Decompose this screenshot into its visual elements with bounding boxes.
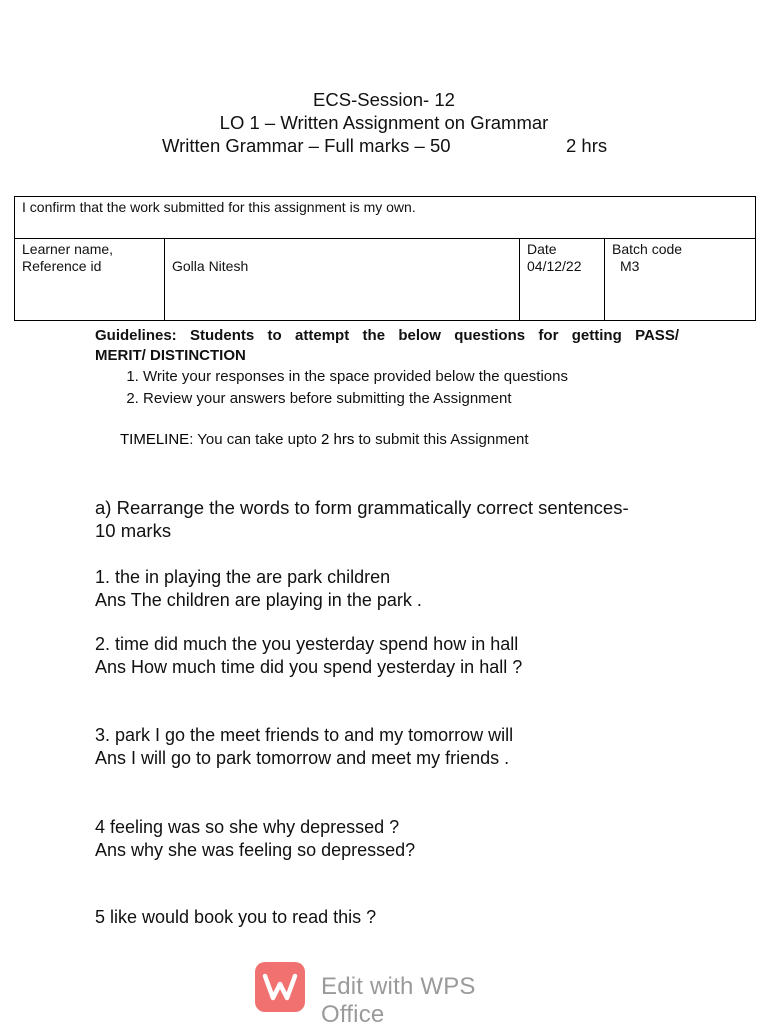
session-title: ECS-Session- 12 — [313, 89, 455, 110]
date-label: Date — [527, 241, 557, 257]
guidelines-lead-cont: MERIT/ DISTINCTION — [95, 347, 246, 364]
answer-text: Ans I will go to park tomorrow and meet my friends . — [95, 747, 510, 768]
guideline-item: 2. Review your answers before submitting the Assignment — [143, 388, 679, 410]
learner-label-cell — [15, 239, 165, 321]
batch-cell — [605, 239, 756, 321]
wps-w-mark — [255, 962, 305, 1012]
declaration-table — [14, 196, 756, 321]
date-value: 04/12/22 — [527, 258, 582, 274]
learner-name-value: Golla Nitesh — [165, 239, 520, 321]
guidelines-lead: Guidelines: Students to attempt the below questions for getting PASS/ — [95, 327, 679, 344]
timeline-line — [120, 431, 529, 448]
answer-text: Ans How much time did you spend yesterday in hall ? — [95, 656, 523, 677]
question-text: 1. the in playing the are park children — [95, 567, 391, 587]
guideline-item: 1. Write your responses in the space provided below the questions — [143, 366, 679, 388]
guidelines-list — [95, 366, 679, 410]
marks-line — [0, 134, 768, 157]
learner-name-label: Learner name, — [22, 241, 114, 257]
declaration-statement: I confirm that the work submitted for this assignment is my own. — [15, 197, 756, 239]
section-a-heading-line2: 10 marks — [95, 519, 172, 541]
question-text: 4 feeling was so she why depressed ? — [95, 817, 400, 837]
answer-text: Ans why she was feeling so depressed? — [95, 839, 416, 860]
batch-value: M3 — [620, 258, 640, 274]
wps-watermark — [255, 962, 545, 1028]
full-marks-text: Written Grammar – Full marks – 50 — [162, 135, 451, 156]
question-1 — [95, 566, 695, 611]
timeline-hours: 2 hrs — [320, 431, 355, 448]
answer-text: Ans The children are playing in the park . — [95, 589, 422, 610]
batch-label: Batch code — [612, 241, 683, 257]
question-4 — [95, 816, 695, 861]
question-3 — [95, 724, 695, 769]
wps-watermark-text: Edit with WPS Office — [321, 973, 476, 1028]
question-2 — [95, 633, 695, 678]
duration-text: 2 hrs — [566, 135, 608, 156]
question-text: 2. time did much the you yesterday spend how in hall — [95, 634, 519, 654]
timeline-post: to submit this Assignment — [354, 431, 529, 448]
question-text: 3. park I go the meet friends to and my tomorrow will — [95, 725, 514, 745]
timeline-label: TIMELINE — [120, 431, 190, 448]
section-a-heading-line1: a) Rearrange the words to form grammatically correct sentences- — [95, 497, 629, 518]
guidelines-block — [95, 326, 679, 410]
wps-logo-icon — [255, 962, 305, 1012]
question-5 — [95, 906, 695, 929]
timeline-pre: : You can take upto — [189, 431, 321, 448]
section-a-heading — [95, 497, 695, 542]
date-cell — [520, 239, 605, 321]
reference-id-label: Reference id — [22, 258, 102, 274]
assignment-title: LO 1 – Written Assignment on Grammar — [219, 112, 549, 133]
question-text: 5 like would book you to read this ? — [95, 907, 377, 927]
document-header — [0, 88, 768, 157]
